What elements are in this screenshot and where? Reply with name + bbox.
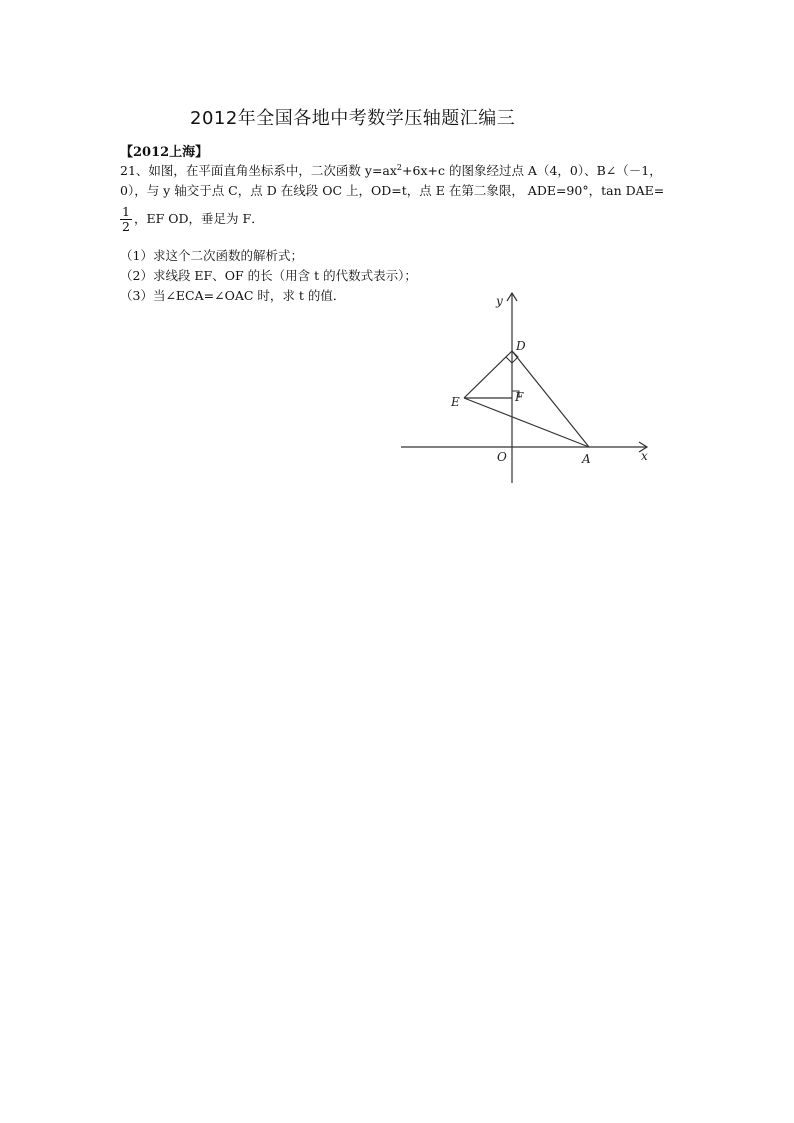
exponent: 2 xyxy=(396,163,403,172)
section-heading: 【2012上海】 xyxy=(120,145,209,160)
question-1: （1）求这个二次函数的解析式； xyxy=(120,248,303,263)
geometry-figure xyxy=(395,285,685,490)
label-a: A xyxy=(582,452,591,466)
page-title: 2012年全国各地中考数学压轴题汇编三 xyxy=(190,108,516,129)
problem-line-2: 0），与 y 轴交于点 C，点 D 在线段 OC 上，OD=t，点 E 在第二象限， ADE=90°，tan DAE= xyxy=(120,183,665,198)
label-x: x xyxy=(641,449,648,463)
question-3: （3）当∠ECA=∠OAC 时，求 t 的值． xyxy=(120,288,346,303)
question-2: （2）求线段 EF、OF 的长（用含 t 的代数式表示）； xyxy=(120,268,417,283)
label-o: O xyxy=(497,450,507,464)
fraction-one-half: $\frac{1}{2}$ xyxy=(120,205,132,234)
label-d: D xyxy=(516,339,526,353)
segment-ea xyxy=(464,398,589,447)
segment-ed xyxy=(464,351,512,398)
problem-line-1: 21、如图，在平面直角坐标系中，二次函数 $y=ax^2+6x+c$ 的图象经过点 A（4，0）、B∠（－1， xyxy=(120,163,662,179)
label-e: E xyxy=(451,395,460,409)
problem-line-3: $\frac{1}{2}$ ，EF OD，垂足为 F． xyxy=(120,205,264,234)
segment-da xyxy=(512,351,589,447)
label-f: F xyxy=(515,390,524,404)
label-y: y xyxy=(496,294,503,308)
